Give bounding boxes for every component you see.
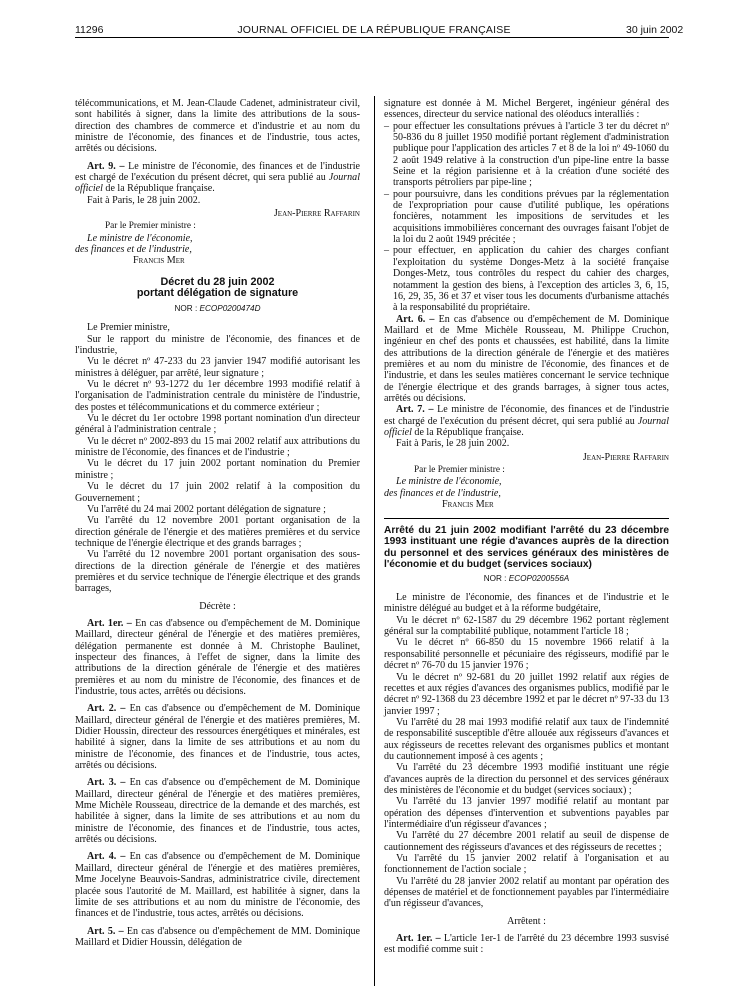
delegation-list (384, 121, 669, 314)
visa: Le ministre de l'économie, des finances et de l'industrie et le ministre délégué au budget et à la réforme budgétaire, (384, 592, 669, 615)
minister-line: Le ministre de l'économie, (87, 232, 193, 244)
visa: Vu l'arrêté du 28 mai 1993 modifié relatif aux taux de l'indemnité de responsabilité susceptible d'être allouée aux régisseurs d'avances et aux régisseurs de recettes relevant des organismes publics et montant du cautionnement imposé à ces agents ; (384, 716, 669, 762)
page-number: 11296 (75, 24, 104, 36)
visa: Vu l'arrêté du 12 novembre 2001 portant organisation des sous-directions de la direction générale de l'énergie et des matières premières et du service technique de l'énergie électrique et des grands barrages, (75, 549, 360, 595)
issue-date: 30 juin 2002 (626, 24, 684, 36)
visa: Vu l'arrêté du 23 décembre 1993 modifié instituant une régie d'avances auprès de la direction du personnel et des services généraux des ministères de l'économie et du budget (services sociaux) ; (384, 762, 669, 796)
visa: Vu l'arrêté du 27 décembre 2001 relatif au seuil de dispense de cautionnement des régisseurs d'avances et des régisseurs de recettes ; (384, 830, 669, 853)
visa: Le Premier ministre, (87, 322, 170, 334)
journal-title: JOURNAL OFFICIEL DE LA RÉPUBLIQUE FRANÇAISE (237, 24, 511, 36)
visa: Vu le décret nº 2002-893 du 15 mai 2002 relatif aux attributions du ministre de l'économie, des finances et de l'industrie ; (75, 435, 360, 459)
left-column (75, 98, 360, 948)
visa: Vu le décret du 17 juin 2002 relatif à la composition du Gouvernement ; (75, 481, 360, 504)
list-item: – pour effectuer, en application du cahier des charges confiant l'exploitation du système Donges-Metz à la société française Donges-Metz, tous contrôles du respect du cahier des charges, notamment la gestion des biens, à l'exception des articles 3, 6, 15, 16, 29, 35, 36 et 37 et viser tous les documents d'urbanisme attachés à la responsabilité du propriétaire. (384, 245, 669, 313)
minister-line: Le ministre de l'économie, (396, 476, 502, 488)
visa: Vu le décret nº 66-850 du 15 novembre 1966 relatif à la responsabilité personnelle et pécuniaire des régisseurs, modifié par le décret nº 76-70 du 15 janvier 1976 ; (384, 637, 669, 672)
visa: Vu le décret nº 93-1272 du 1er décembre 1993 modifié relatif à l'organisation de l'administration centrale du ministère de l'industrie, des postes et télécommunications et du commerce extérieur ; (75, 379, 360, 413)
article-3: Art. 3. – En cas d'absence ou d'empêchement de M. Dominique Maillard, directeur général de l'énergie et des matières premières, Mme Michèle Rousseau, directrice de la demande et des marchés, est habilitée à signer, dans la limite de ses attributions et au nom du ministre de l'économie, des finances et de l'industrie, tous actes, arrêtés ou décisions. (75, 777, 360, 846)
nor-reference: NOR : ECOP0200474D (174, 304, 261, 313)
fait-a-paris: Fait à Paris, le 28 juin 2002. (396, 438, 510, 450)
visa: Vu le décret nº 62-1587 du 29 décembre 1962 portant règlement général sur la comptabilité publique, notamment l'article 18 ; (384, 614, 669, 638)
article-5: Art. 5. – En cas d'absence ou d'empêchement de MM. Dominique Maillard et Didier Houssin, délégation de (75, 925, 360, 948)
arrete-title: Arrêté du 21 juin 2002 modifiant l'arrêté du 23 décembre 1993 instituant une régie d'avances auprès de la direction du personnel et des services généraux des ministères de l'économie et du budget (services sociaux) (384, 525, 669, 570)
right-column (384, 98, 669, 956)
par-le-premier-ministre: Par le Premier ministre : (414, 465, 505, 475)
article-2: Art. 2. – En cas d'absence ou d'empêchement de M. Dominique Maillard, directeur général de l'énergie et des matières premières, M. Didier Houssin, directeur des ressources énergétiques et minérales, est habilité à signer, dans la limite de ses attributions et au nom du ministre de l'économie, des finances et de l'industrie, tous actes, arrêtés ou décisions. (75, 703, 360, 772)
page-header (0, 0, 748, 40)
header-rule (75, 37, 669, 38)
decrete-heading: Décrète : (199, 600, 236, 612)
minister-signature: Francis Mer (442, 499, 494, 511)
article-4: Art. 4. – En cas d'absence ou d'empêchement de M. Dominique Maillard, directeur général de l'énergie et des matières premières, Mme Jocelyne Beauvois-Sandras, administratrice civile, directement placée sous l'autorité de M. Maillard, est habilitée à signer, dans la limite de ses attributions et au nom du ministre de l'économie, des finances et de l'industrie, tous actes, arrêtés ou décisions. (75, 851, 360, 920)
nor-reference: NOR : ECOP0200556A (483, 573, 570, 583)
visa: Vu l'arrêté du 15 janvier 2002 relatif à l'organisation et au fonctionnement de l'action sociale ; (384, 853, 669, 876)
visa: Vu le décret nº 47-233 du 23 janvier 1947 modifié autorisant les ministres à déléguer, par arrêté, leur signature ; (75, 356, 360, 379)
minister-line: des finances et de l'industrie, (75, 244, 192, 256)
paragraph: télécommunications, et M. Jean-Claude Cadenet, administrateur civil, sont habilités à signer, dans la limite des attributions de la sous-direction des chambres de commerce et d'industrie et au nom du ministre de l'économie, des finances et de l'industrie, tous actes, arrêtés ou décisions. (75, 98, 360, 155)
signature: Jean-Pierre Raffarin (273, 208, 360, 220)
fait-a-paris: Fait à Paris, le 28 juin 2002. (87, 194, 201, 206)
arretent-heading: Arrêtent : (507, 915, 546, 927)
arrete-article-1: Art. 1er. – L'article 1er-1 de l'arrêté du 23 décembre 1993 susvisé est modifié comme suit : (384, 933, 669, 956)
article-9: Art. 9. – Le ministre de l'économie, des finances et de l'industrie est chargé de l'exécution du présent décret, qui sera publié au Journal officiel de la République française. (75, 160, 360, 195)
list-item: – pour poursuivre, dans les conditions prévues par la réglementation de l'expropriation pour cause d'utilité publique, les opérations foncières, notamment les impositions de servitudes et les acquisitions immobilières concernant des ouvrages faisant l'objet de la loi du 2 août 1949 précitée ; (384, 189, 669, 246)
article-1: Art. 1er. – En cas d'absence ou d'empêchement de M. Dominique Maillard, directeur général de l'énergie et des matières premières, délégation permanente est donnée à M. Christophe Baulinet, inspecteur des finances, à l'effet de signer, dans la limite des attributions de la direction générale de l'énergie et des matières premières et au nom du ministre de l'économie, des finances et de l'industrie, tous actes, arrêtés ou décisions. (75, 617, 361, 697)
article-6: Art. 6. – En cas d'absence ou d'empêchement de M. Dominique Maillard et de Mme Michèle Rousseau, M. Philippe Cruchon, ingénieur en chef des ponts et chaussées, est habilité, dans la limite des attributions de la direction générale de l'énergie et des matières premières et au nom du ministre de l'économie, des finances et de l'industrie, et dans les seules matières concernant le service technique de l'énergie électrique et des grands barrages, à signer tous actes, arrêtés ou décisions. (384, 313, 669, 404)
minister-signature: Francis Mer (133, 255, 185, 267)
visa: Sur le rapport du ministre de l'économie, des finances et de l'industrie, (75, 333, 360, 357)
visa: Vu l'arrêté du 13 janvier 1997 modifié relatif au montant par opération des dépenses d'intervention et subventions payables par l'intermédiaire d'un régisseur d'avances ; (384, 796, 669, 830)
section-rule (384, 518, 669, 519)
decree-title: Décret du 28 juin 2002 portant délégation de signature (136, 275, 299, 300)
list-item: – pour effectuer les consultations prévues à l'article 3 ter du décret nº 50-836 du 8 juillet 1950 modifié portant règlement d'administration publique pour l'application des articles 7 et 8 de la loi nº 49-1060 du 2 août 1949 relative à la construction d'un pipe-line entre la basse Seine et la région parisienne et à la création d'une société des transports pétroliers par pipe-line ; (384, 121, 669, 189)
visa: Vu l'arrêté du 12 novembre 2001 portant organisation de la direction générale de l'énergie et des matières premières et du service technique de l'énergie électrique et des grands barrages ; (75, 515, 360, 549)
visa: Vu le décret du 17 juin 2002 portant nomination du Premier ministre ; (75, 458, 360, 481)
visa: Vu le décret nº 92-681 du 20 juillet 1992 relatif aux régies de recettes et aux régies d'avances des organismes publics, modifié par le décret nº 92-1368 du 23 décembre 1992 et par le décret nº 97-33 du 13 janvier 1997 ; (384, 671, 669, 717)
signature: Jean-Pierre Raffarin (582, 451, 669, 463)
par-le-premier-ministre: Par le Premier ministre : (105, 221, 196, 232)
paragraph: signature est donnée à M. Michel Bergeret, ingénieur général des essences, directeur du service national des oléoducs interalliés : (384, 98, 669, 121)
visa: Vu l'arrêté du 24 mai 2002 portant délégation de signature ; (87, 503, 326, 515)
column-divider (374, 96, 375, 986)
article-7: Art. 7. – Le ministre de l'économie, des finances et de l'industrie est chargé de l'exécution du présent décret, qui sera publié au Journal officiel de la République française. (384, 404, 669, 438)
minister-line: des finances et de l'industrie, (384, 487, 501, 499)
visa: Vu l'arrêté du 28 janvier 2002 relatif au montant par opération des dépenses de matériel et de fonctionnement payables par l'intermédiaire d'un régisseur d'avances, (384, 875, 669, 910)
visa: Vu le décret du 1er octobre 1998 portant nomination d'un directeur général à l'administration centrale ; (75, 413, 360, 436)
